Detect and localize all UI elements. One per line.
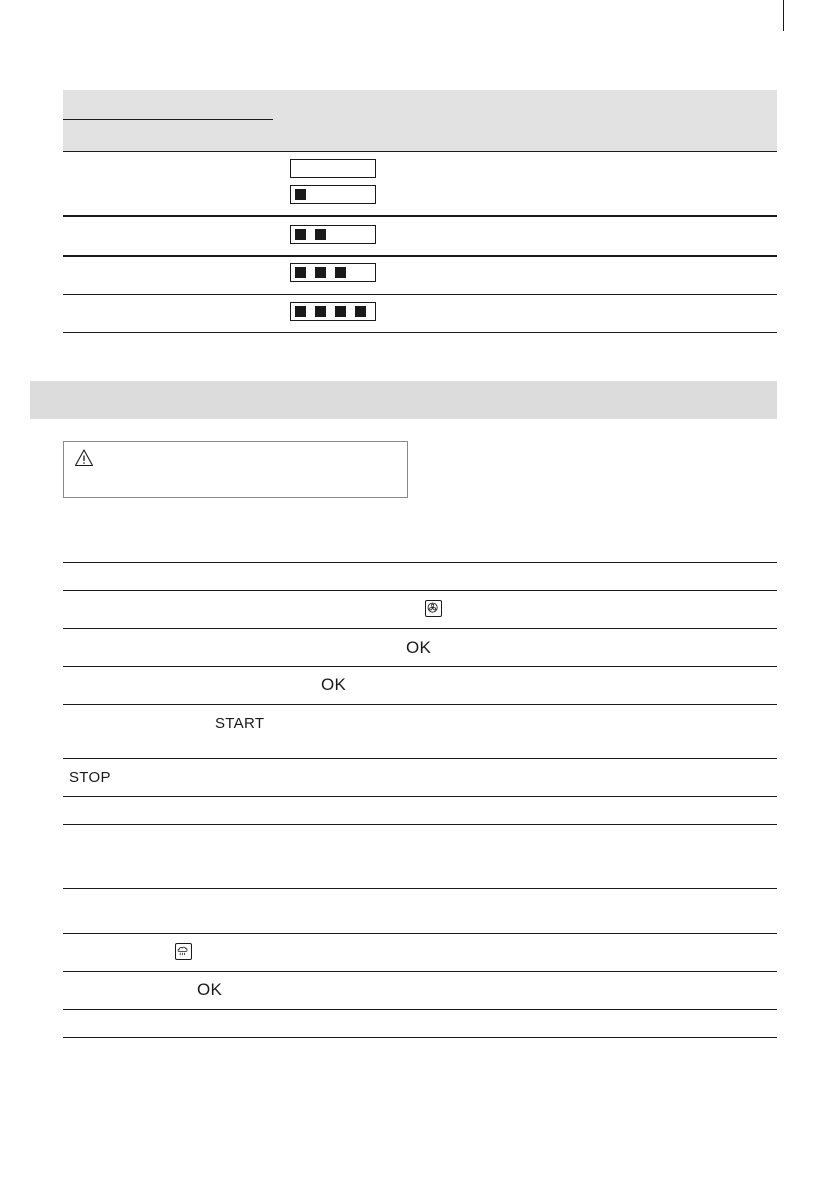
level-block [315,267,326,278]
level-block [295,229,306,240]
steps-table-rule [63,562,777,563]
level-block [315,229,326,240]
steps-table-rule [63,666,777,667]
fan-heating-icon [425,600,442,617]
level-block [315,306,326,317]
steps-table-rule [63,704,777,705]
level-indicator-1 [290,185,376,204]
steps-table-rule [63,933,777,934]
steps-table-rule [63,971,777,972]
steps-table-rule [63,1009,777,1010]
level-indicator-empty [290,159,376,178]
level-indicator-4 [290,302,376,321]
page-edge-mark [783,0,784,31]
warning-triangle-icon [74,448,94,468]
steam-cooking-icon [175,943,192,960]
table-rule [63,294,777,295]
steps-table-rule [63,628,777,629]
ok-button-label: OK [197,980,223,999]
level-block [335,306,346,317]
level-block [295,306,306,317]
steps-table-rule [63,758,777,759]
level-block [355,306,366,317]
steps-table-rule [63,824,777,825]
stop-button-label: STOP [69,769,111,786]
table-rule [63,332,777,333]
level-block [335,267,346,278]
level-block [295,189,306,200]
table-rule [63,151,777,152]
level-indicator-2 [290,225,376,244]
ok-button-label: OK [321,675,347,694]
steps-table-rule [63,796,777,797]
section-header-bar [30,381,777,419]
steps-table-rule [63,590,777,591]
table-header-divider [63,119,273,120]
table-rule [63,255,777,257]
ok-button-label: OK [406,638,432,657]
table-rule [63,215,777,217]
start-button-label: START [215,715,265,732]
steps-table-rule [63,1037,777,1038]
level-indicator-3 [290,263,376,282]
warning-box [63,441,408,498]
table-header [63,90,777,151]
level-block [295,267,306,278]
steps-table-rule [63,888,777,889]
